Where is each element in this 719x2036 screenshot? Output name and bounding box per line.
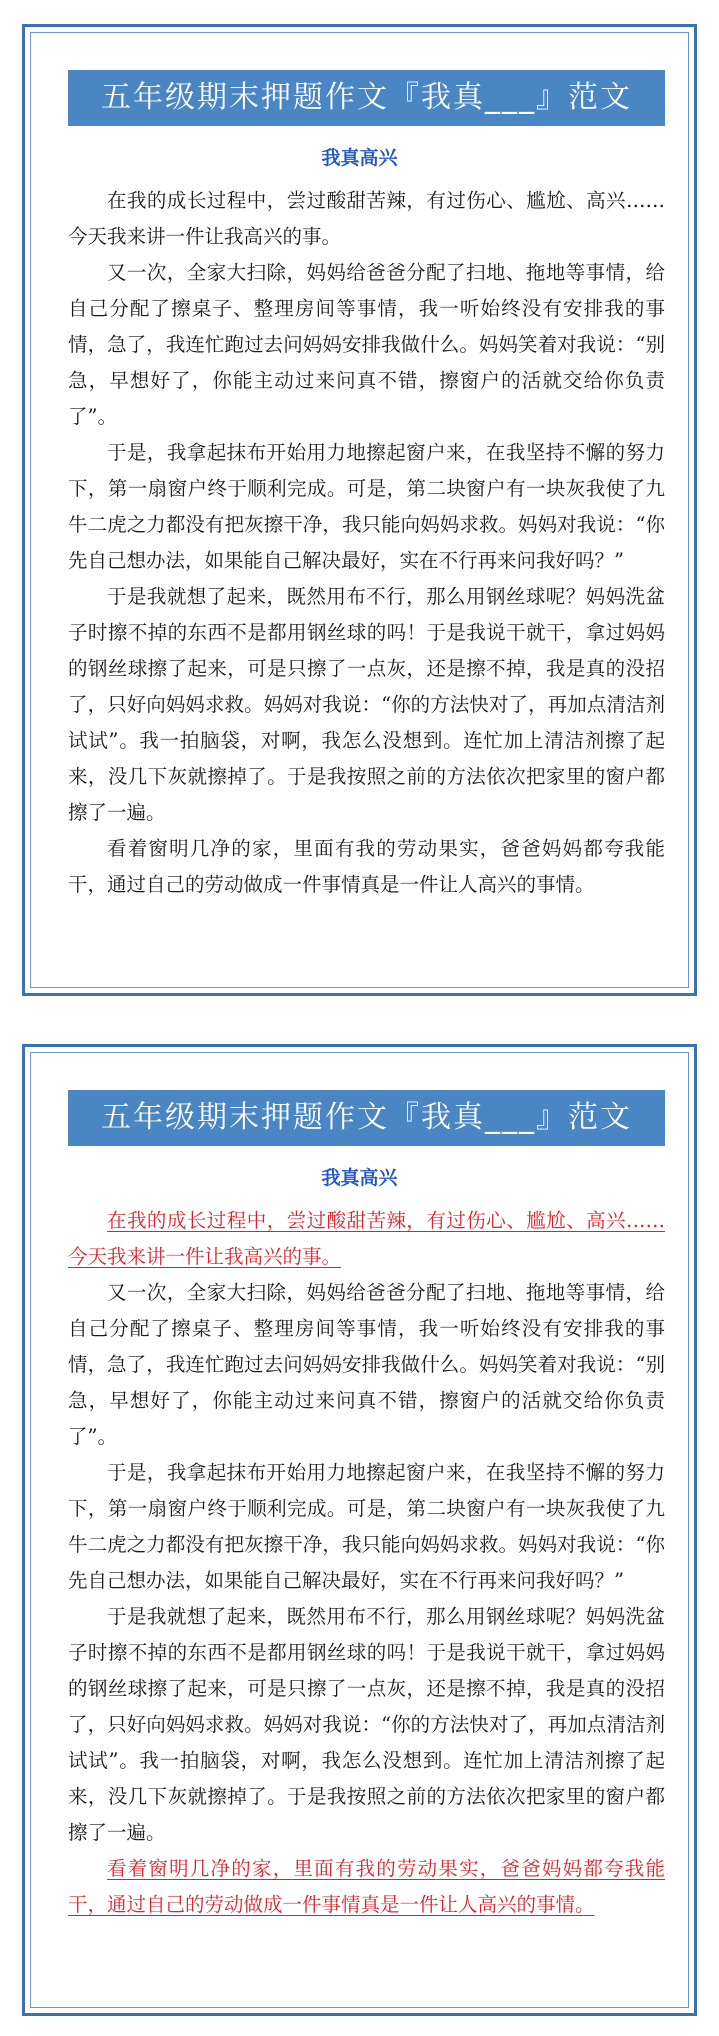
essay-body: [68, 1203, 665, 1923]
highlight-opening: 在我的成长过程中，尝过酸甜苦辣，有过伤心、尴尬、高兴……今天我来讲一件让我高兴的事。: [68, 1209, 665, 1268]
paragraph-ending: 看着窗明几净的家，里面有我的劳动果实，爸爸妈妈都夸我能干，通过自己的劳动做成一件事情真是一件让人高兴的事情。: [68, 837, 665, 896]
essay-card-plain: [22, 24, 697, 996]
essay-title: 我真高兴: [321, 147, 398, 169]
highlight-ending: 看着窗明几净的家，里面有我的劳动果实，爸爸妈妈都夸我能干，通过自己的劳动做成一件事情真是一件让人高兴的事情。: [68, 1857, 665, 1916]
paragraph-ending-highlighted: [68, 1851, 665, 1923]
paragraph-body: 于是我就想了起来，既然用布不行，那么用钢丝球呢？妈妈洗盆子时擦不掉的东西不是都用钢丝球的吗！于是我说干就干，拿过妈妈的钢丝球擦了起来，可是只擦了一点灰，还是擦不掉，我是真的没招了，只好向妈妈求救。妈妈对我说：“你的方法快对了，再加点清洁剂试试”。我一拍脑袋，对啊，我怎么没想到。连忙加上清洁剂擦了起来，没几下灰就擦掉了。于是我按照之前的方法依次把家里的窗户都擦了一遍。: [68, 1605, 665, 1844]
essay-card-annotated: [22, 1044, 697, 2016]
essay-body: [68, 183, 665, 903]
banner-title: 五年级期末押题作文『我真___』范文: [68, 70, 665, 126]
paragraph-body: 于是，我拿起抹布开始用力地擦起窗户来，在我坚持不懈的努力下，第一扇窗户终于顺利完成。可是，第二块窗户有一块灰我使了九牛二虎之力都没有把灰擦干净，我只能向妈妈求救。妈妈对我说：“你先自己想办法，如果能自己解决最好，实在不行再来问我好吗？”: [68, 441, 665, 572]
paragraph-opening: 在我的成长过程中，尝过酸甜苦辣，有过伤心、尴尬、高兴……今天我来讲一件让我高兴的事。: [68, 189, 665, 248]
card-inner-border: [30, 32, 689, 988]
banner-title: 五年级期末押题作文『我真___』范文: [68, 1090, 665, 1146]
paragraph-body: 于是我就想了起来，既然用布不行，那么用钢丝球呢？妈妈洗盆子时擦不掉的东西不是都用钢丝球的吗！于是我说干就干，拿过妈妈的钢丝球擦了起来，可是只擦了一点灰，还是擦不掉，我是真的没招了，只好向妈妈求救。妈妈对我说：“你的方法快对了，再加点清洁剂试试”。我一拍脑袋，对啊，我怎么没想到。连忙加上清洁剂擦了起来，没几下灰就擦掉了。于是我按照之前的方法依次把家里的窗户都擦了一遍。: [68, 585, 665, 824]
paragraph-body: 于是，我拿起抹布开始用力地擦起窗户来，在我坚持不懈的努力下，第一扇窗户终于顺利完成。可是，第二块窗户有一块灰我使了九牛二虎之力都没有把灰擦干净，我只能向妈妈求救。妈妈对我说：“你先自己想办法，如果能自己解决最好，实在不行再来问我好吗？”: [68, 1461, 665, 1592]
paragraph-body: 又一次，全家大扫除，妈妈给爸爸分配了扫地、拖地等事情，给自己分配了擦桌子、整理房间等事情，我一听始终没有安排我的事情，急了，我连忙跑过去问妈妈安排我做什么。妈妈笑着对我说：“别急，早想好了，你能主动过来问真不错，擦窗户的活就交给你负责了”。: [68, 261, 665, 428]
paragraph-body: 又一次，全家大扫除，妈妈给爸爸分配了扫地、拖地等事情，给自己分配了擦桌子、整理房间等事情，我一听始终没有安排我的事情，急了，我连忙跑过去问妈妈安排我做什么。妈妈笑着对我说：“别急，早想好了，你能主动过来问真不错，擦窗户的活就交给你负责了”。: [68, 1281, 665, 1448]
card-inner-border: [30, 1052, 689, 2008]
essay-title: 我真高兴: [321, 1167, 398, 1189]
paragraph-opening-highlighted: [68, 1203, 665, 1275]
